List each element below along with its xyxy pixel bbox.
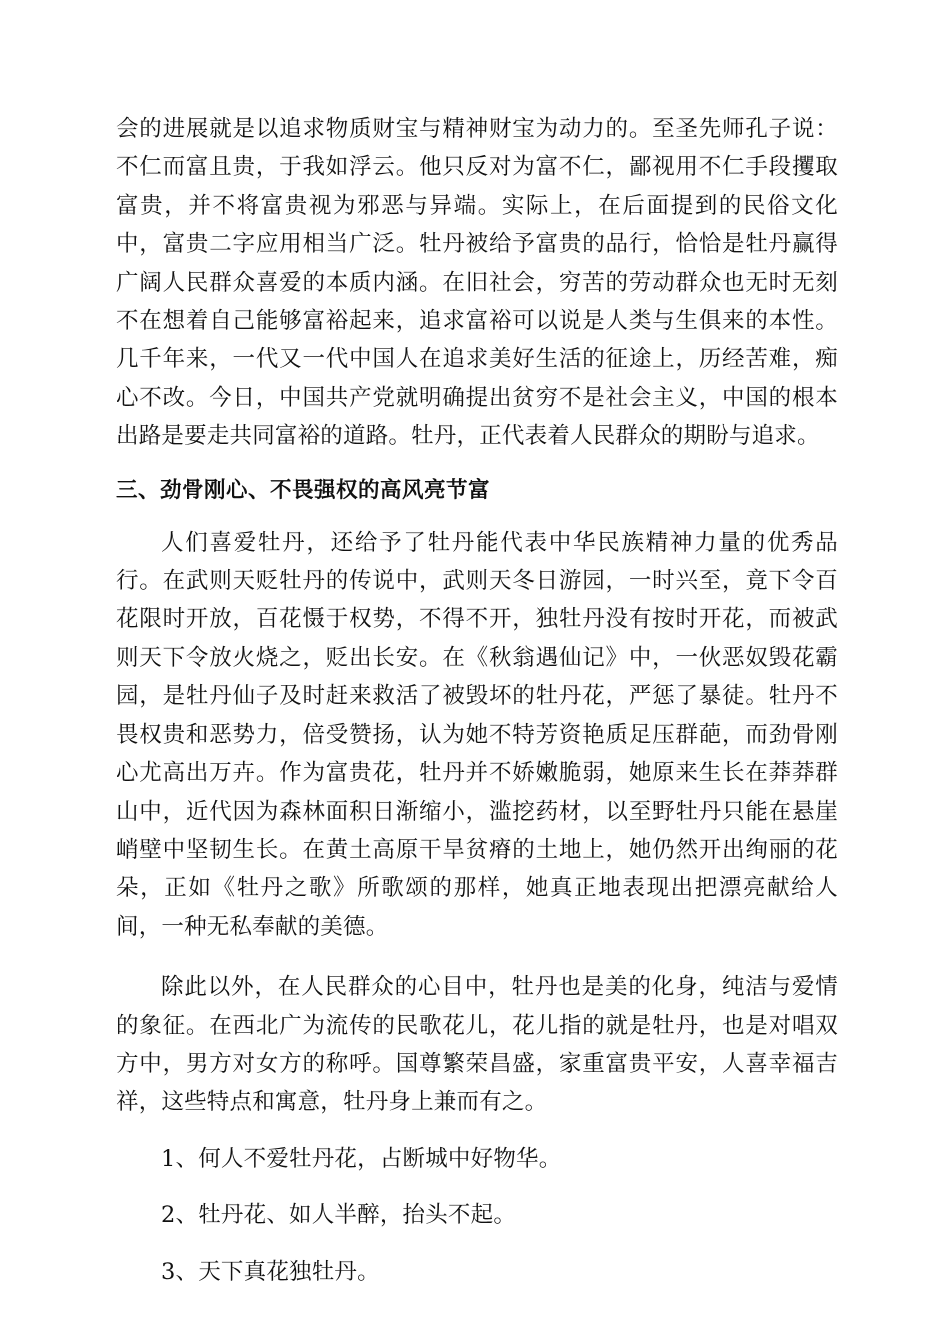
section-heading-three: 三、劲骨刚心、不畏强权的高风亮节富 (116, 477, 491, 503)
list-item: 2、牡丹花、如人半醉，抬头不起。 (161, 1202, 517, 1229)
list-item: 1、何人不爱牡丹花，占断城中好物华。 (161, 1145, 562, 1172)
paragraph-wealth: 会的进展就是以追求物质财宝与精神财宝为动力的。至圣先师孔子说：不仁而富且贵，于我如浮云。他只反对为富不仁，鄙视用不仁手段攫取富贵，并不将富贵视为邪恶与异端。实际上，在后面提到的民俗文化中，富贵二字应用相当广泛。牡丹被给予富贵的品行，恰恰是牡丹赢得广阔人民群众喜爱的本质内涵。在旧社会，穷苦的劳动群众也无时无刻不在想着自己能够富裕起来，追求富裕可以说是人类与生俱来的本性。几千年来，一代又一代中国人在追求美好生活的征途上，历经苦难，痴心不改。今日，中国共产党就明确提出贫穷不是社会主义，中国的根本出路是要走共同富裕的道路。牡丹，正代表着人民群众的期盼与追求。 (116, 116, 838, 450)
paragraph-beauty: 除此以外，在人民群众的心目中，牡丹也是美的化身，纯洁与爱情的象征。在西北广为流传的民歌花儿，花儿指的就是牡丹，也是对唱双方中，男方对女方的称呼。国尊繁荣昌盛，家重富贵平安，人喜幸福吉祥，这些特点和寓意，牡丹身上兼而有之。 (116, 974, 838, 1116)
document-page (116, 110, 838, 1291)
list-item: 3、天下真花独牡丹。 (161, 1258, 380, 1285)
paragraph-courage: 人们喜爱牡丹，还给予了牡丹能代表中华民族精神力量的优秀品行。在武则天贬牡丹的传说中，武则天冬日游园，一时兴至，竟下令百花限时开放，百花慑于权势，不得不开，独牡丹没有按时开花，而被武则天下令放火烧之，贬出长安。在《秋翁遇仙记》中，一伙恶奴毁花霸园，是牡丹仙子及时赶来救活了被毁坏的牡丹花，严惩了暴徒。牡丹不畏权贵和恶势力，倍受赞扬，认为她不特芳资艳质足压群葩，而劲骨刚心尤高出万卉。作为富贵花，牡丹并不娇嫩脆弱，她原来生长在莽莽群山中，近代因为森林面积日渐缩小，滥挖药材，以至野牡丹只能在悬崖峭壁中坚韧生长。在黄土高原干旱贫瘠的土地上，她仍然开出绚丽的花朵，正如《牡丹之歌》所歌颂的那样，她真正地表现出把漂亮献给人间，一种无私奉献的美德。 (116, 529, 838, 940)
